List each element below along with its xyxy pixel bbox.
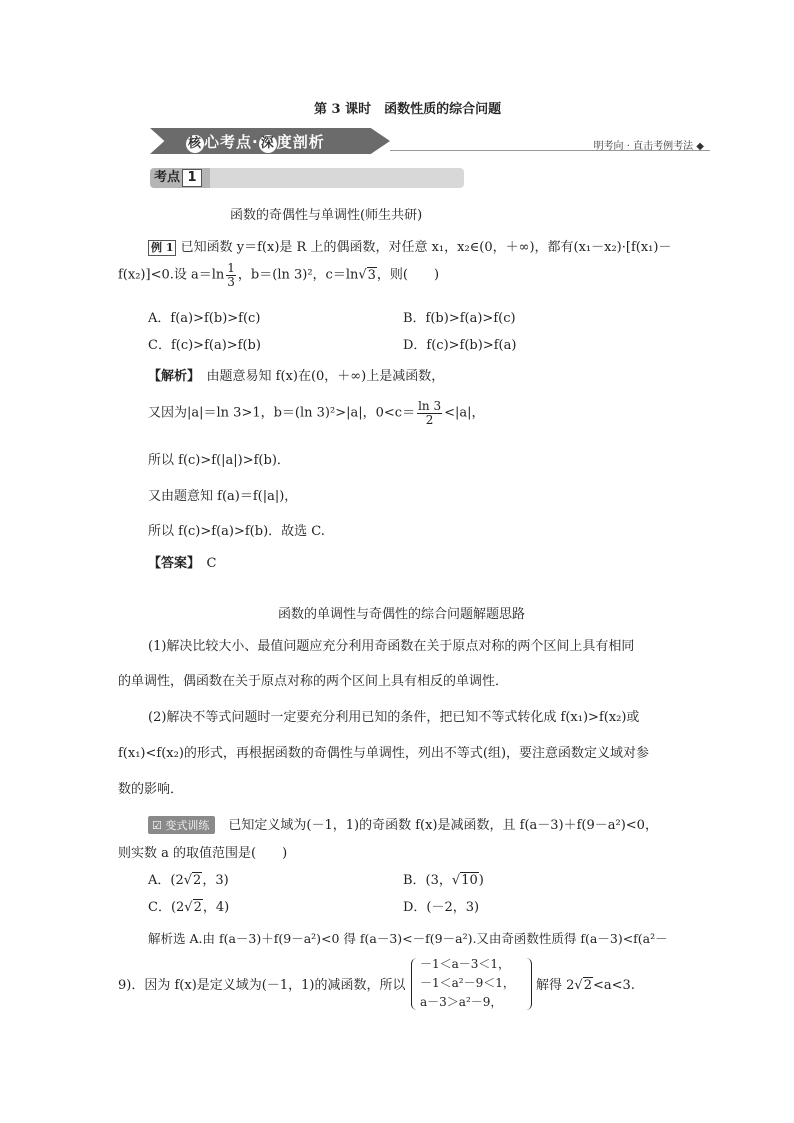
banner-circle-1: 核 <box>187 136 202 151</box>
kaodian-label: 考点 1 <box>150 168 210 188</box>
banner-circle-2: 深 <box>260 136 275 151</box>
solution-line-1: 解析选 A.由 f(a－3)＋f(9－a²)<0 得 f(a－3)<－f(9－a²).又由奇函数性质得 f(a－3)<f(a²－ <box>148 931 668 946</box>
system-row-2: －1＜a²－9＜1， <box>420 976 515 990</box>
exercise-option-a: A．(2√2，3) <box>148 873 229 888</box>
method-title: 函数的单调性与奇偶性的综合问题解题思路 <box>278 607 526 622</box>
option-b: B．f(b)>f(a)>f(c) <box>403 311 516 326</box>
answer-line: 【答案】 C <box>148 556 217 571</box>
analysis-line-2: 又因为|a|＝ln 3>1，b＝(ln 3)²>|a|，0<c＝ $\frac{\ln 3}{2}$ <|a|， <box>148 399 485 427</box>
analysis-line-5: 所以 f(c)>f(a)>f(b)．故选 C. <box>148 524 325 539</box>
solution-line-2: 9)．因为 f(x)是定义域为(－1，1)的减函数，所以 <box>118 978 406 993</box>
kaodian-bar <box>150 168 464 188</box>
analysis-line-3: 所以 f(c)>f(|a|)>f(b)． <box>148 453 290 468</box>
diamond-icon: ◆ <box>696 141 704 152</box>
method-p1a: (1)解决比较大小、最值问题应充分利用奇函数在关于原点对称的两个区间上具有相同 <box>148 639 635 654</box>
exercise-option-d: D．(－2，3) <box>403 900 480 915</box>
method-p1b: 的单调性，偶函数在关于原点对称的两个区间上具有相反的单调性． <box>118 674 509 689</box>
analysis-line-1: 【解析】 由题意易知 f(x)在(0，＋∞)上是减函数， <box>148 369 445 384</box>
banner-title: 核 心考点· 深 度剖析 <box>187 133 325 151</box>
method-p2c: 数的影响． <box>118 782 184 797</box>
option-d: D．f(c)>f(b)>f(a) <box>403 338 517 353</box>
solution-line-3: 解得 2√2<a<3. <box>536 978 635 993</box>
kaodian-number: 1 <box>182 169 202 187</box>
system-row-3: a－3＞a²－9， <box>420 995 503 1009</box>
example-line-1: 例 1 已知函数 y＝f(x)是 R 上的偶函数，对任意 x₁，x₂∈(0，＋∞)，都有(x₁－x₂)·[f(x₁)－ <box>148 236 671 256</box>
method-p2a: (2)解决不等式问题时一定要充分利用已知的条件，把已知不等式转化成 f(x₁)>f(x₂)或 <box>148 710 640 725</box>
method-p2b: f(x₁)<f(x₂)的形式，再根据函数的奇偶性与单调性，列出不等式(组)，要注意函数定义域对参 <box>118 746 650 761</box>
section-banner <box>150 128 710 154</box>
lesson-title: 第 3 课时 函数性质的综合问题 <box>314 102 502 117</box>
exercise-line-2: 则实数 a 的取值范围是( ) <box>118 846 288 861</box>
example-line-2: f(x₂)]<0.设 a＝ln $\frac{1}{3}$ ，b＝(ln 3)²，c＝ln√3，则( ) <box>118 261 440 289</box>
exercise-tag: ☑ 变式训练 <box>148 816 215 834</box>
exercise-line-1: ☑ 变式训练 已知定义域为(－1，1)的奇函数 f(x)是减函数，且 f(a－3)＋f(9－a²)<0， <box>148 814 658 834</box>
system-row-1: －1＜a－3＜1， <box>420 957 511 971</box>
fraction-one-third: $\frac{1}{3}$ <box>227 261 235 289</box>
section-title: 函数的奇偶性与单调性(师生共研) <box>230 208 423 223</box>
exercise-option-b: B．(3，√10) <box>403 873 484 888</box>
check-icon: ☑ <box>152 819 162 832</box>
banner-subtitle: 明考向 · 直击考例考法 ◆ <box>593 141 704 152</box>
option-a: A．f(a)>f(b)>f(c) <box>148 311 261 326</box>
analysis-line-4: 又由题意知 f(a)＝f(|a|)， <box>148 489 298 504</box>
exercise-option-c: C．(2√2，4) <box>148 900 230 915</box>
system-brace-right <box>524 958 532 1010</box>
sqrt-3: 3 <box>367 267 376 283</box>
system-brace-left <box>411 958 419 1010</box>
example-tag: 例 1 <box>148 240 176 256</box>
fraction-ln3-over-2: $\frac{\ln 3}{2}$ <box>418 399 442 427</box>
option-c: C．f(c)>f(a)>f(b) <box>148 338 261 353</box>
